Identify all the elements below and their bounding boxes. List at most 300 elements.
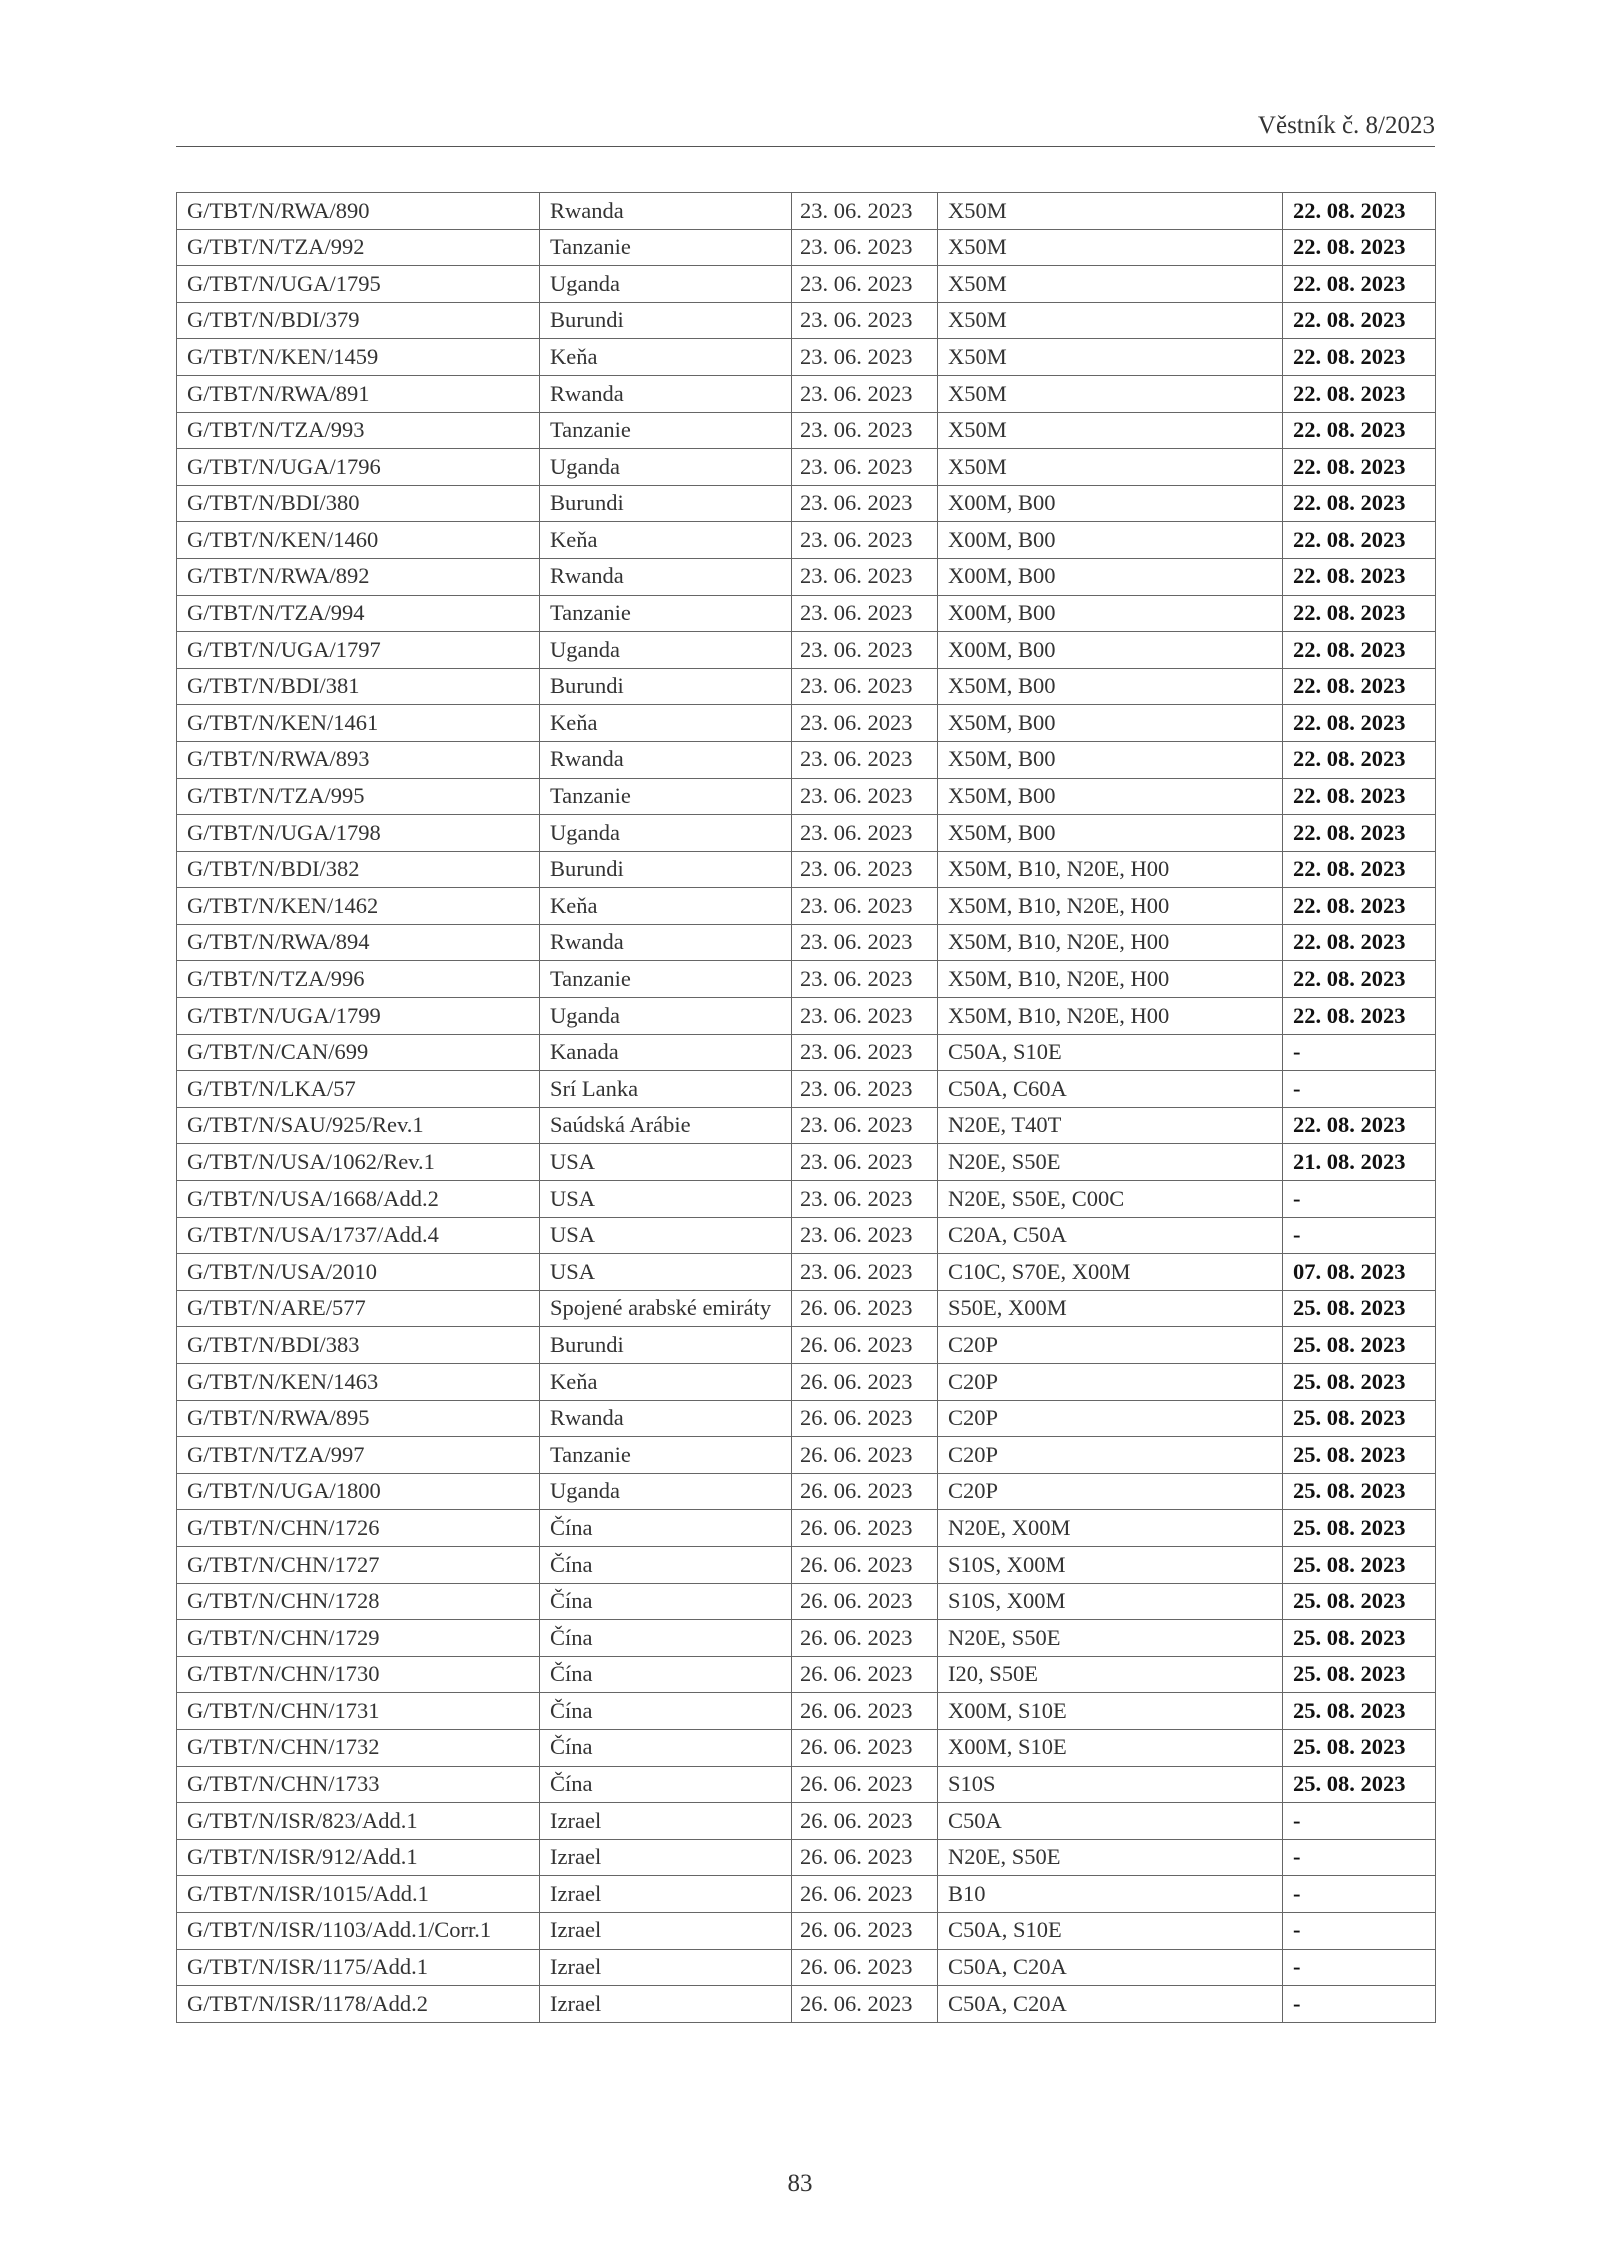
notification-id-cell: G/TBT/N/CAN/699 xyxy=(177,1034,540,1071)
deadline-cell: 22. 08. 2023 xyxy=(1283,815,1436,852)
date-cell: 23. 06. 2023 xyxy=(792,412,938,449)
deadline-cell: 22. 08. 2023 xyxy=(1283,229,1436,266)
table-row xyxy=(177,1546,1436,1583)
ics-code-cell: X50M xyxy=(938,339,1283,376)
ics-code-cell: C50A, C60A xyxy=(938,1071,1283,1108)
notification-id-cell: G/TBT/N/CHN/1730 xyxy=(177,1656,540,1693)
notification-id-cell: G/TBT/N/UGA/1796 xyxy=(177,449,540,486)
country-cell: Saúdská Arábie xyxy=(540,1107,792,1144)
date-cell: 23. 06. 2023 xyxy=(792,705,938,742)
country-cell: Rwanda xyxy=(540,558,792,595)
table-row xyxy=(177,522,1436,559)
deadline-cell: 22. 08. 2023 xyxy=(1283,595,1436,632)
notification-id-cell: G/TBT/N/SAU/925/Rev.1 xyxy=(177,1107,540,1144)
table-row xyxy=(177,193,1436,230)
country-cell: Burundi xyxy=(540,851,792,888)
table-row xyxy=(177,1876,1436,1913)
country-cell: Uganda xyxy=(540,998,792,1035)
country-cell: Izrael xyxy=(540,1912,792,1949)
date-cell: 23. 06. 2023 xyxy=(792,339,938,376)
country-cell: Tanzanie xyxy=(540,229,792,266)
table-row xyxy=(177,1473,1436,1510)
table-row xyxy=(177,1693,1436,1730)
country-cell: Kanada xyxy=(540,1034,792,1071)
date-cell: 26. 06. 2023 xyxy=(792,1803,938,1840)
deadline-cell: 22. 08. 2023 xyxy=(1283,558,1436,595)
table-row xyxy=(177,1583,1436,1620)
notification-id-cell: G/TBT/N/ISR/823/Add.1 xyxy=(177,1803,540,1840)
deadline-cell: 25. 08. 2023 xyxy=(1283,1729,1436,1766)
table-row xyxy=(177,1510,1436,1547)
notification-id-cell: G/TBT/N/ISR/1178/Add.2 xyxy=(177,1986,540,2023)
ics-code-cell: I20, S50E xyxy=(938,1656,1283,1693)
deadline-cell: 22. 08. 2023 xyxy=(1283,412,1436,449)
country-cell: Keňa xyxy=(540,888,792,925)
country-cell: Rwanda xyxy=(540,1400,792,1437)
table-row xyxy=(177,229,1436,266)
ics-code-cell: X50M xyxy=(938,449,1283,486)
deadline-cell: 22. 08. 2023 xyxy=(1283,668,1436,705)
country-cell: Izrael xyxy=(540,1949,792,1986)
country-cell: Spojené arabské emiráty xyxy=(540,1290,792,1327)
table-row xyxy=(177,1034,1436,1071)
deadline-cell: 25. 08. 2023 xyxy=(1283,1583,1436,1620)
country-cell: Keňa xyxy=(540,339,792,376)
ics-code-cell: X50M, B10, N20E, H00 xyxy=(938,961,1283,998)
ics-code-cell: X00M, B00 xyxy=(938,558,1283,595)
deadline-cell: 22. 08. 2023 xyxy=(1283,741,1436,778)
ics-code-cell: X00M, B00 xyxy=(938,595,1283,632)
deadline-cell: 22. 08. 2023 xyxy=(1283,851,1436,888)
table-row xyxy=(177,888,1436,925)
table-row xyxy=(177,1986,1436,2023)
country-cell: Burundi xyxy=(540,302,792,339)
notification-id-cell: G/TBT/N/UGA/1797 xyxy=(177,632,540,669)
country-cell: Srí Lanka xyxy=(540,1071,792,1108)
ics-code-cell: C20P xyxy=(938,1364,1283,1401)
notification-id-cell: G/TBT/N/BDI/382 xyxy=(177,851,540,888)
ics-code-cell: N20E, T40T xyxy=(938,1107,1283,1144)
deadline-cell: 22. 08. 2023 xyxy=(1283,485,1436,522)
deadline-cell: 25. 08. 2023 xyxy=(1283,1327,1436,1364)
deadline-cell: - xyxy=(1283,1181,1436,1218)
date-cell: 26. 06. 2023 xyxy=(792,1620,938,1657)
table-row xyxy=(177,1181,1436,1218)
ics-code-cell: B10 xyxy=(938,1876,1283,1913)
ics-code-cell: X50M, B10, N20E, H00 xyxy=(938,851,1283,888)
country-cell: Rwanda xyxy=(540,741,792,778)
table-row xyxy=(177,1656,1436,1693)
notification-id-cell: G/TBT/N/RWA/893 xyxy=(177,741,540,778)
table-row xyxy=(177,1912,1436,1949)
country-cell: Tanzanie xyxy=(540,412,792,449)
date-cell: 23. 06. 2023 xyxy=(792,449,938,486)
date-cell: 23. 06. 2023 xyxy=(792,998,938,1035)
ics-code-cell: X50M xyxy=(938,266,1283,303)
ics-code-cell: S10S, X00M xyxy=(938,1546,1283,1583)
deadline-cell: - xyxy=(1283,1912,1436,1949)
date-cell: 26. 06. 2023 xyxy=(792,1876,938,1913)
ics-code-cell: N20E, X00M xyxy=(938,1510,1283,1547)
table-row xyxy=(177,741,1436,778)
date-cell: 23. 06. 2023 xyxy=(792,851,938,888)
country-cell: Tanzanie xyxy=(540,778,792,815)
table-row xyxy=(177,668,1436,705)
country-cell: Uganda xyxy=(540,632,792,669)
date-cell: 26. 06. 2023 xyxy=(792,1473,938,1510)
deadline-cell: 22. 08. 2023 xyxy=(1283,339,1436,376)
notification-id-cell: G/TBT/N/UGA/1800 xyxy=(177,1473,540,1510)
page-header xyxy=(176,108,1435,147)
date-cell: 23. 06. 2023 xyxy=(792,558,938,595)
deadline-cell: - xyxy=(1283,1839,1436,1876)
table-row xyxy=(177,815,1436,852)
table-row xyxy=(177,961,1436,998)
notification-id-cell: G/TBT/N/CHN/1727 xyxy=(177,1546,540,1583)
deadline-cell: - xyxy=(1283,1986,1436,2023)
notification-id-cell: G/TBT/N/BDI/383 xyxy=(177,1327,540,1364)
notification-id-cell: G/TBT/N/BDI/381 xyxy=(177,668,540,705)
ics-code-cell: X00M, S10E xyxy=(938,1729,1283,1766)
date-cell: 26. 06. 2023 xyxy=(792,1766,938,1803)
table-row xyxy=(177,1217,1436,1254)
ics-code-cell: C10C, S70E, X00M xyxy=(938,1254,1283,1291)
date-cell: 26. 06. 2023 xyxy=(792,1546,938,1583)
country-cell: Uganda xyxy=(540,449,792,486)
table-row xyxy=(177,266,1436,303)
country-cell: Izrael xyxy=(540,1839,792,1876)
table-row xyxy=(177,1949,1436,1986)
deadline-cell: 07. 08. 2023 xyxy=(1283,1254,1436,1291)
notification-id-cell: G/TBT/N/UGA/1798 xyxy=(177,815,540,852)
table-row xyxy=(177,412,1436,449)
date-cell: 23. 06. 2023 xyxy=(792,375,938,412)
country-cell: Čína xyxy=(540,1656,792,1693)
date-cell: 23. 06. 2023 xyxy=(792,522,938,559)
notification-id-cell: G/TBT/N/KEN/1460 xyxy=(177,522,540,559)
ics-code-cell: X50M, B00 xyxy=(938,741,1283,778)
country-cell: Izrael xyxy=(540,1803,792,1840)
notification-id-cell: G/TBT/N/USA/2010 xyxy=(177,1254,540,1291)
date-cell: 23. 06. 2023 xyxy=(792,668,938,705)
country-cell: Izrael xyxy=(540,1986,792,2023)
table-row xyxy=(177,1803,1436,1840)
deadline-cell: 25. 08. 2023 xyxy=(1283,1364,1436,1401)
notification-id-cell: G/TBT/N/CHN/1729 xyxy=(177,1620,540,1657)
date-cell: 26. 06. 2023 xyxy=(792,1327,938,1364)
notification-id-cell: G/TBT/N/TZA/996 xyxy=(177,961,540,998)
date-cell: 23. 06. 2023 xyxy=(792,266,938,303)
country-cell: Burundi xyxy=(540,485,792,522)
ics-code-cell: X00M, B00 xyxy=(938,632,1283,669)
date-cell: 23. 06. 2023 xyxy=(792,1254,938,1291)
deadline-cell: 25. 08. 2023 xyxy=(1283,1656,1436,1693)
date-cell: 23. 06. 2023 xyxy=(792,1144,938,1181)
ics-code-cell: C50A xyxy=(938,1803,1283,1840)
notification-id-cell: G/TBT/N/LKA/57 xyxy=(177,1071,540,1108)
deadline-cell: 25. 08. 2023 xyxy=(1283,1437,1436,1474)
notification-id-cell: G/TBT/N/UGA/1799 xyxy=(177,998,540,1035)
notification-id-cell: G/TBT/N/CHN/1726 xyxy=(177,1510,540,1547)
table-row xyxy=(177,375,1436,412)
country-cell: Čína xyxy=(540,1546,792,1583)
ics-code-cell: C20A, C50A xyxy=(938,1217,1283,1254)
ics-code-cell: X50M xyxy=(938,412,1283,449)
ics-code-cell: X50M xyxy=(938,302,1283,339)
date-cell: 23. 06. 2023 xyxy=(792,595,938,632)
ics-code-cell: X00M, S10E xyxy=(938,1693,1283,1730)
notification-id-cell: G/TBT/N/TZA/993 xyxy=(177,412,540,449)
ics-code-cell: C20P xyxy=(938,1437,1283,1474)
table-body xyxy=(177,193,1436,2023)
ics-code-cell: X50M, B00 xyxy=(938,778,1283,815)
country-cell: Čína xyxy=(540,1729,792,1766)
country-cell: Čína xyxy=(540,1583,792,1620)
ics-code-cell: N20E, S50E, C00C xyxy=(938,1181,1283,1218)
country-cell: Uganda xyxy=(540,1473,792,1510)
notification-id-cell: G/TBT/N/TZA/997 xyxy=(177,1437,540,1474)
notification-id-cell: G/TBT/N/TZA/994 xyxy=(177,595,540,632)
ics-code-cell: X50M, B10, N20E, H00 xyxy=(938,888,1283,925)
table-row xyxy=(177,851,1436,888)
notification-id-cell: G/TBT/N/KEN/1461 xyxy=(177,705,540,742)
table-row xyxy=(177,924,1436,961)
table-row xyxy=(177,1400,1436,1437)
date-cell: 26. 06. 2023 xyxy=(792,1986,938,2023)
date-cell: 23. 06. 2023 xyxy=(792,961,938,998)
deadline-cell: 22. 08. 2023 xyxy=(1283,888,1436,925)
date-cell: 23. 06. 2023 xyxy=(792,1034,938,1071)
date-cell: 26. 06. 2023 xyxy=(792,1400,938,1437)
ics-code-cell: S10S xyxy=(938,1766,1283,1803)
date-cell: 26. 06. 2023 xyxy=(792,1912,938,1949)
ics-code-cell: N20E, S50E xyxy=(938,1144,1283,1181)
table-row xyxy=(177,339,1436,376)
date-cell: 23. 06. 2023 xyxy=(792,632,938,669)
country-cell: Keňa xyxy=(540,705,792,742)
table-row xyxy=(177,449,1436,486)
notification-id-cell: G/TBT/N/USA/1668/Add.2 xyxy=(177,1181,540,1218)
country-cell: Čína xyxy=(540,1620,792,1657)
deadline-cell: 22. 08. 2023 xyxy=(1283,1107,1436,1144)
ics-code-cell: X50M, B00 xyxy=(938,705,1283,742)
table-row xyxy=(177,1766,1436,1803)
notification-id-cell: G/TBT/N/CHN/1731 xyxy=(177,1693,540,1730)
country-cell: Uganda xyxy=(540,266,792,303)
deadline-cell: 25. 08. 2023 xyxy=(1283,1693,1436,1730)
date-cell: 26. 06. 2023 xyxy=(792,1693,938,1730)
table-row xyxy=(177,632,1436,669)
bulletin-title: Věstník č. 8/2023 xyxy=(1257,112,1435,139)
country-cell: Uganda xyxy=(540,815,792,852)
ics-code-cell: N20E, S50E xyxy=(938,1839,1283,1876)
ics-code-cell: C50A, C20A xyxy=(938,1949,1283,1986)
deadline-cell: - xyxy=(1283,1949,1436,1986)
date-cell: 23. 06. 2023 xyxy=(792,741,938,778)
country-cell: Čína xyxy=(540,1766,792,1803)
country-cell: Tanzanie xyxy=(540,961,792,998)
ics-code-cell: N20E, S50E xyxy=(938,1620,1283,1657)
table-row xyxy=(177,302,1436,339)
deadline-cell: 22. 08. 2023 xyxy=(1283,522,1436,559)
table-row xyxy=(177,1254,1436,1291)
table-row xyxy=(177,558,1436,595)
ics-code-cell: X50M xyxy=(938,193,1283,230)
country-cell: Keňa xyxy=(540,1364,792,1401)
date-cell: 23. 06. 2023 xyxy=(792,778,938,815)
date-cell: 23. 06. 2023 xyxy=(792,302,938,339)
ics-code-cell: C20P xyxy=(938,1327,1283,1364)
table-row xyxy=(177,1327,1436,1364)
ics-code-cell: X50M, B10, N20E, H00 xyxy=(938,924,1283,961)
deadline-cell: - xyxy=(1283,1217,1436,1254)
deadline-cell: 25. 08. 2023 xyxy=(1283,1400,1436,1437)
ics-code-cell: X00M, B00 xyxy=(938,522,1283,559)
table-row xyxy=(177,778,1436,815)
notification-id-cell: G/TBT/N/ISR/1103/Add.1/Corr.1 xyxy=(177,1912,540,1949)
date-cell: 23. 06. 2023 xyxy=(792,888,938,925)
notification-id-cell: G/TBT/N/USA/1737/Add.4 xyxy=(177,1217,540,1254)
deadline-cell: 25. 08. 2023 xyxy=(1283,1290,1436,1327)
date-cell: 26. 06. 2023 xyxy=(792,1583,938,1620)
notification-id-cell: G/TBT/N/CHN/1733 xyxy=(177,1766,540,1803)
date-cell: 26. 06. 2023 xyxy=(792,1364,938,1401)
country-cell: Izrael xyxy=(540,1876,792,1913)
notification-id-cell: G/TBT/N/RWA/894 xyxy=(177,924,540,961)
deadline-cell: 22. 08. 2023 xyxy=(1283,924,1436,961)
deadline-cell: - xyxy=(1283,1034,1436,1071)
date-cell: 26. 06. 2023 xyxy=(792,1437,938,1474)
country-cell: Rwanda xyxy=(540,924,792,961)
ics-code-cell: X50M, B10, N20E, H00 xyxy=(938,998,1283,1035)
ics-code-cell: X50M, B00 xyxy=(938,815,1283,852)
date-cell: 23. 06. 2023 xyxy=(792,1217,938,1254)
table-row xyxy=(177,595,1436,632)
deadline-cell: - xyxy=(1283,1071,1436,1108)
notification-id-cell: G/TBT/N/KEN/1459 xyxy=(177,339,540,376)
country-cell: Burundi xyxy=(540,668,792,705)
ics-code-cell: S10S, X00M xyxy=(938,1583,1283,1620)
deadline-cell: 22. 08. 2023 xyxy=(1283,998,1436,1035)
deadline-cell: 25. 08. 2023 xyxy=(1283,1766,1436,1803)
table-row xyxy=(177,1839,1436,1876)
country-cell: USA xyxy=(540,1181,792,1218)
deadline-cell: 22. 08. 2023 xyxy=(1283,375,1436,412)
table-row xyxy=(177,1729,1436,1766)
deadline-cell: 22. 08. 2023 xyxy=(1283,961,1436,998)
notification-id-cell: G/TBT/N/RWA/891 xyxy=(177,375,540,412)
country-cell: USA xyxy=(540,1217,792,1254)
notification-id-cell: G/TBT/N/TZA/995 xyxy=(177,778,540,815)
notification-id-cell: G/TBT/N/CHN/1732 xyxy=(177,1729,540,1766)
deadline-cell: - xyxy=(1283,1803,1436,1840)
notification-id-cell: G/TBT/N/ISR/1015/Add.1 xyxy=(177,1876,540,1913)
date-cell: 23. 06. 2023 xyxy=(792,229,938,266)
deadline-cell: 22. 08. 2023 xyxy=(1283,705,1436,742)
country-cell: USA xyxy=(540,1144,792,1181)
deadline-cell: 25. 08. 2023 xyxy=(1283,1473,1436,1510)
notification-id-cell: G/TBT/N/CHN/1728 xyxy=(177,1583,540,1620)
country-cell: Tanzanie xyxy=(540,595,792,632)
deadline-cell: 22. 08. 2023 xyxy=(1283,632,1436,669)
country-cell: Burundi xyxy=(540,1327,792,1364)
country-cell: USA xyxy=(540,1254,792,1291)
notification-id-cell: G/TBT/N/TZA/992 xyxy=(177,229,540,266)
ics-code-cell: S50E, X00M xyxy=(938,1290,1283,1327)
ics-code-cell: X50M, B00 xyxy=(938,668,1283,705)
date-cell: 26. 06. 2023 xyxy=(792,1839,938,1876)
table-row xyxy=(177,1107,1436,1144)
deadline-cell: 21. 08. 2023 xyxy=(1283,1144,1436,1181)
date-cell: 26. 06. 2023 xyxy=(792,1656,938,1693)
date-cell: 23. 06. 2023 xyxy=(792,193,938,230)
date-cell: 23. 06. 2023 xyxy=(792,924,938,961)
notification-id-cell: G/TBT/N/KEN/1463 xyxy=(177,1364,540,1401)
notification-id-cell: G/TBT/N/RWA/890 xyxy=(177,193,540,230)
notification-id-cell: G/TBT/N/RWA/895 xyxy=(177,1400,540,1437)
table-row xyxy=(177,1437,1436,1474)
notification-id-cell: G/TBT/N/ARE/577 xyxy=(177,1290,540,1327)
table-row xyxy=(177,1144,1436,1181)
date-cell: 23. 06. 2023 xyxy=(792,1107,938,1144)
country-cell: Čína xyxy=(540,1510,792,1547)
ics-code-cell: X50M xyxy=(938,375,1283,412)
table-row xyxy=(177,1364,1436,1401)
table-row xyxy=(177,705,1436,742)
country-cell: Rwanda xyxy=(540,375,792,412)
date-cell: 26. 06. 2023 xyxy=(792,1729,938,1766)
deadline-cell: - xyxy=(1283,1876,1436,1913)
deadline-cell: 22. 08. 2023 xyxy=(1283,193,1436,230)
table-row xyxy=(177,1620,1436,1657)
country-cell: Čína xyxy=(540,1693,792,1730)
deadline-cell: 22. 08. 2023 xyxy=(1283,449,1436,486)
notification-id-cell: G/TBT/N/USA/1062/Rev.1 xyxy=(177,1144,540,1181)
notification-id-cell: G/TBT/N/BDI/380 xyxy=(177,485,540,522)
ics-code-cell: C20P xyxy=(938,1473,1283,1510)
deadline-cell: 25. 08. 2023 xyxy=(1283,1546,1436,1583)
date-cell: 26. 06. 2023 xyxy=(792,1949,938,1986)
table-row xyxy=(177,485,1436,522)
ics-code-cell: X50M xyxy=(938,229,1283,266)
ics-code-cell: C50A, C20A xyxy=(938,1986,1283,2023)
date-cell: 23. 06. 2023 xyxy=(792,485,938,522)
deadline-cell: 25. 08. 2023 xyxy=(1283,1510,1436,1547)
notification-id-cell: G/TBT/N/BDI/379 xyxy=(177,302,540,339)
deadline-cell: 22. 08. 2023 xyxy=(1283,302,1436,339)
deadline-cell: 22. 08. 2023 xyxy=(1283,778,1436,815)
notification-id-cell: G/TBT/N/ISR/912/Add.1 xyxy=(177,1839,540,1876)
date-cell: 23. 06. 2023 xyxy=(792,1181,938,1218)
date-cell: 23. 06. 2023 xyxy=(792,815,938,852)
notifications-table xyxy=(176,192,1436,2023)
notification-id-cell: G/TBT/N/UGA/1795 xyxy=(177,266,540,303)
country-cell: Tanzanie xyxy=(540,1437,792,1474)
deadline-cell: 25. 08. 2023 xyxy=(1283,1620,1436,1657)
page-number: 83 xyxy=(787,2170,813,2197)
deadline-cell: 22. 08. 2023 xyxy=(1283,266,1436,303)
date-cell: 26. 06. 2023 xyxy=(792,1290,938,1327)
notification-id-cell: G/TBT/N/KEN/1462 xyxy=(177,888,540,925)
date-cell: 26. 06. 2023 xyxy=(792,1510,938,1547)
ics-code-cell: C50A, S10E xyxy=(938,1912,1283,1949)
notification-id-cell: G/TBT/N/RWA/892 xyxy=(177,558,540,595)
country-cell: Keňa xyxy=(540,522,792,559)
notification-id-cell: G/TBT/N/ISR/1175/Add.1 xyxy=(177,1949,540,1986)
table-row xyxy=(177,998,1436,1035)
country-cell: Rwanda xyxy=(540,193,792,230)
ics-code-cell: C50A, S10E xyxy=(938,1034,1283,1071)
